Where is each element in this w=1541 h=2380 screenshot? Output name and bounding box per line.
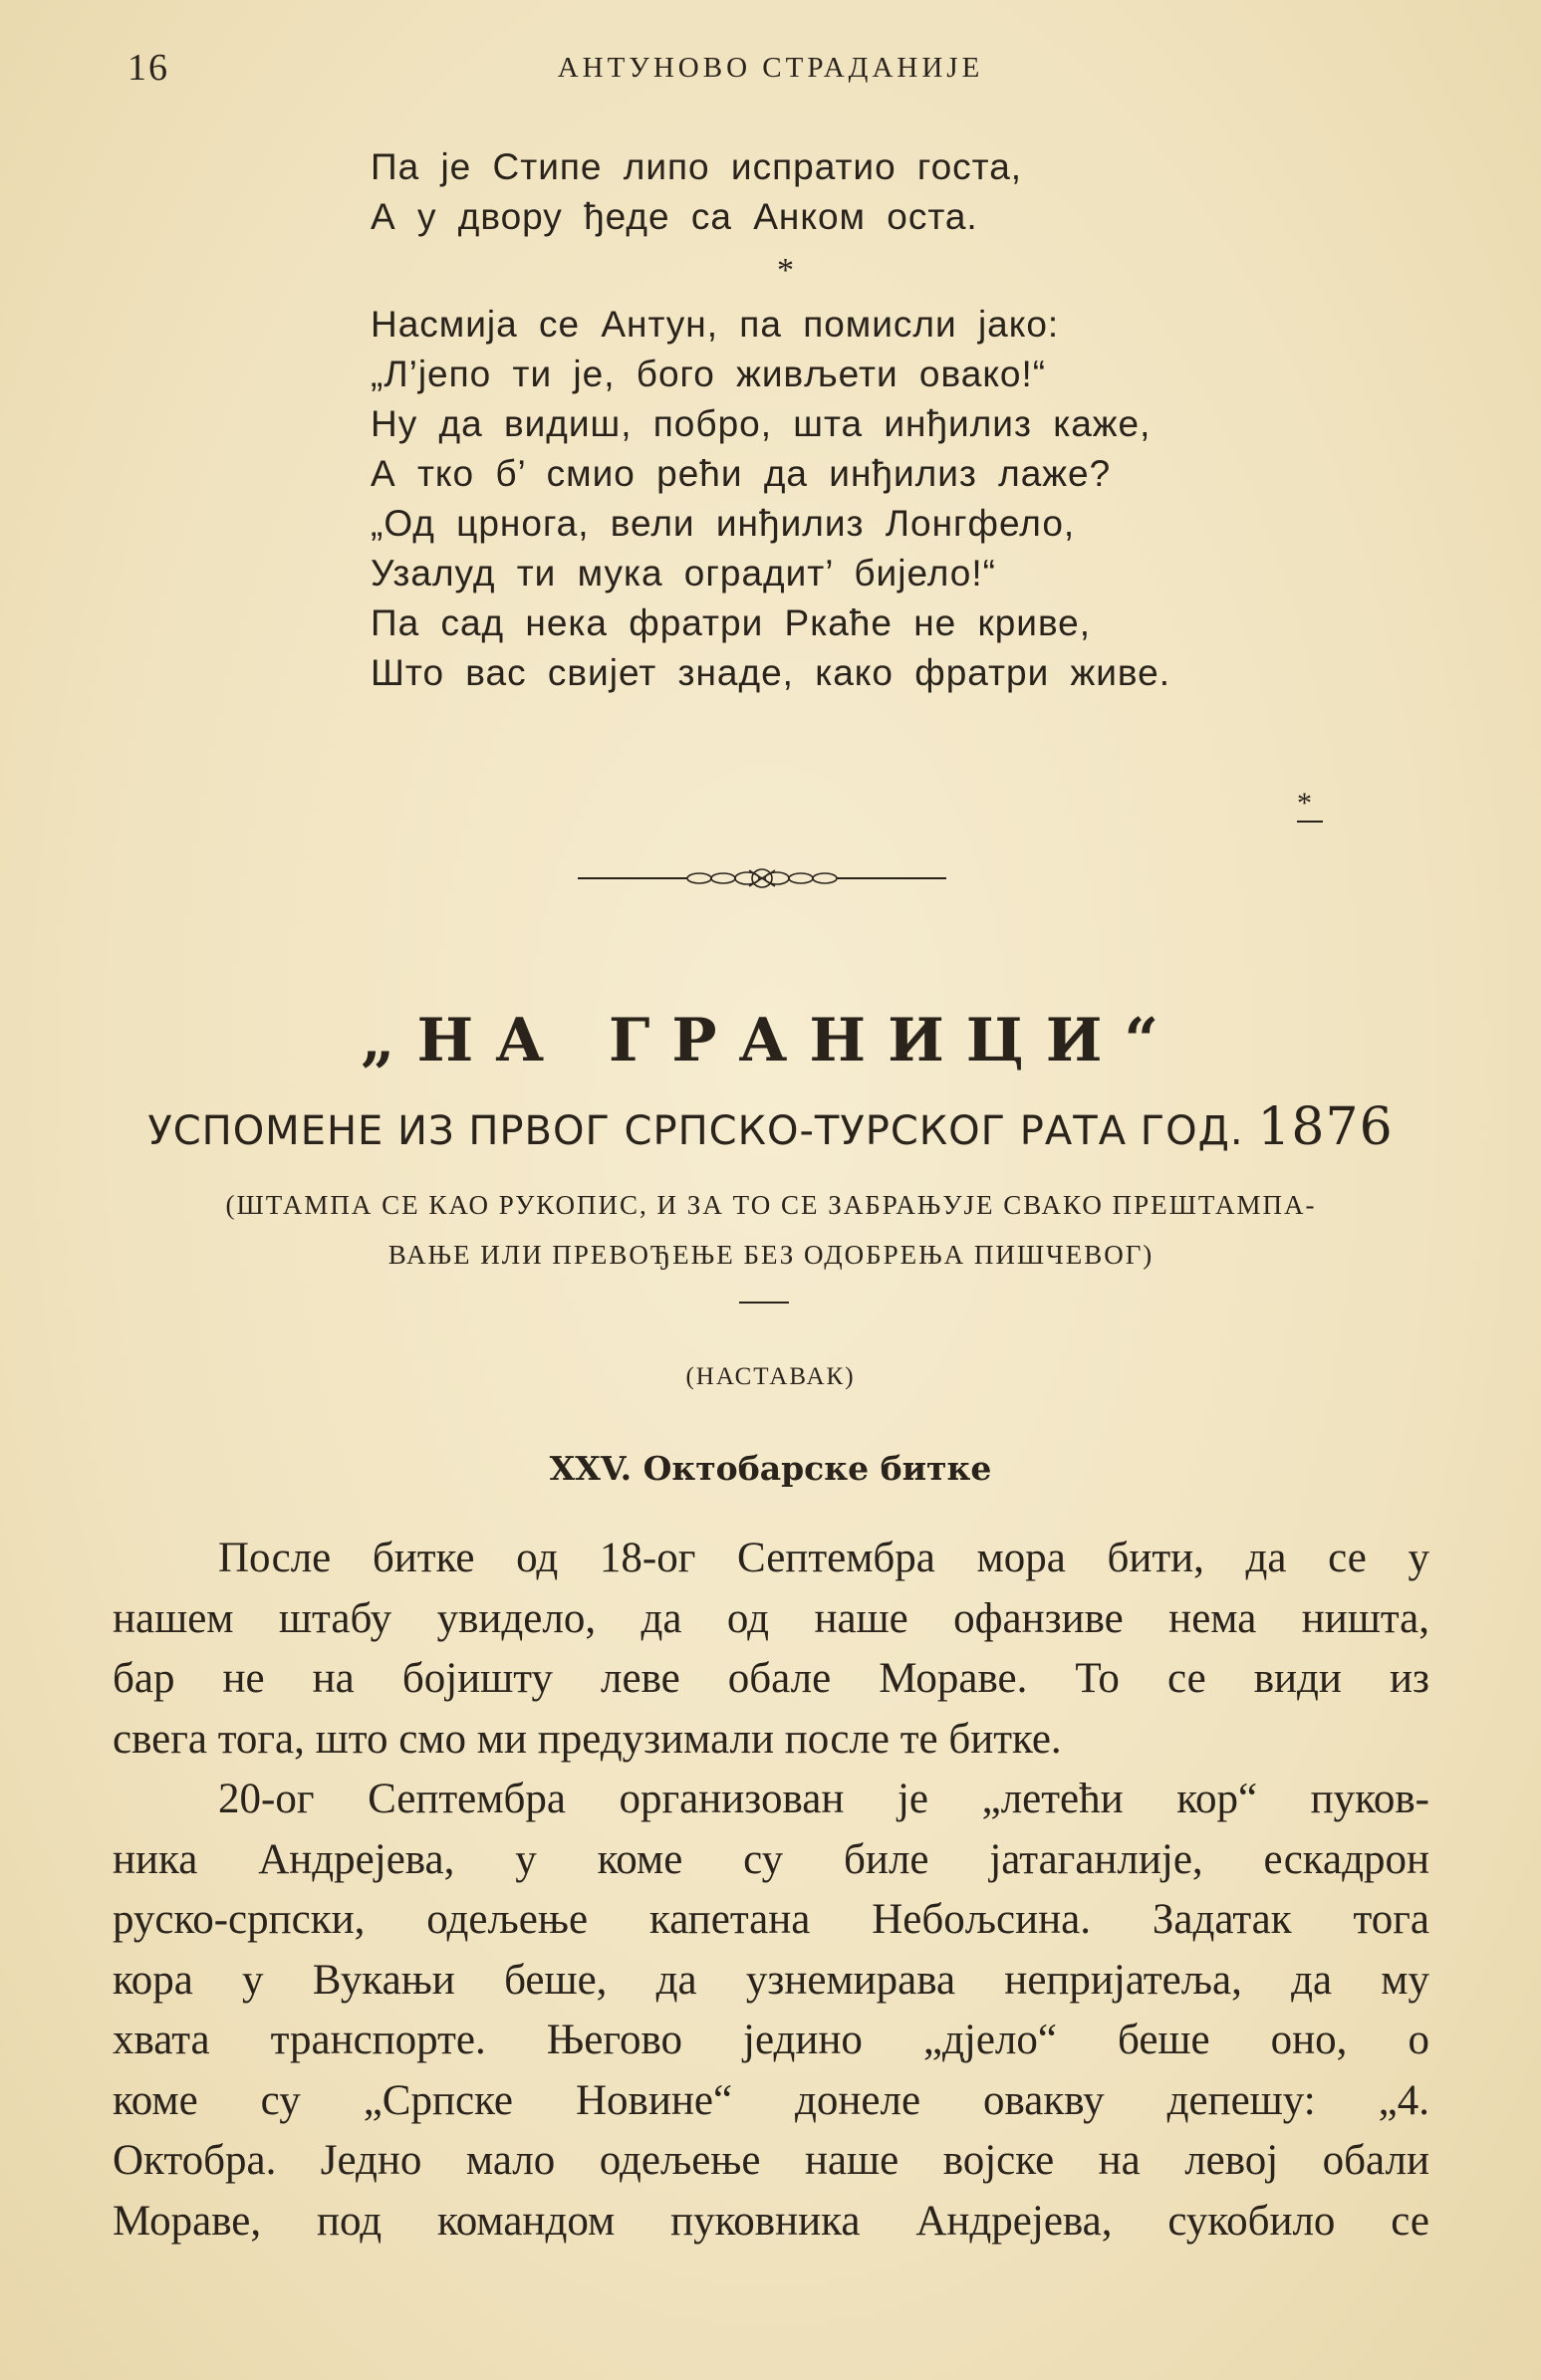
body-text xyxy=(113,1529,1429,2252)
continued-label: (НАСТАВАК) xyxy=(685,1363,856,1390)
subtitle-text: УСПОМЕНЕ ИЗ ПРВОГ СРПСКО-ТУРСКОГ РАТА ГОД. xyxy=(147,1108,1244,1154)
poem xyxy=(371,142,1267,698)
text-line: коме су „Српске Новине“ донеле овакву депешу: „4. xyxy=(113,2076,1429,2124)
poem-line: Па је Стипе липо испратио госта, xyxy=(371,146,1023,187)
poem-line: Што вас свијет знаде, како фратри живе. xyxy=(371,652,1171,693)
text-line: нашем штабу увидело, да од наше офанзиве нема ништа, xyxy=(113,1594,1429,1642)
ornamental-divider xyxy=(578,866,946,890)
text-line: После битке од 18-ог Септембра мора бити, да се у xyxy=(218,1535,1429,1581)
poem-line: „Л’јепо ти је, бого живљети овако!“ xyxy=(371,354,1047,394)
poem-line: Ну да видиш, побро, шта инђилиз каже, xyxy=(371,403,1152,444)
print-notice xyxy=(114,1180,1428,1280)
notice-line: (ШТАМПА СЕ КАО РУКОПИС, И ЗА ТО СЕ ЗАБРАЊУЈЕ СВАКО ПРЕШТАМПА- xyxy=(225,1190,1317,1220)
notice-line: ВАЊЕ ИЛИ ПРЕВОЂЕЊЕ БЕЗ ОДОБРЕЊА ПИШЧЕВОГ) xyxy=(387,1240,1155,1270)
text-line: хвата транспорте. Његово једино „дјело“ беше оно, о xyxy=(113,2017,1429,2063)
text-line: ника Андрејева, у коме су биле јатаганлије, ескадрон xyxy=(113,1835,1429,1883)
section-title: „НА ГРАНИЦИ“ xyxy=(361,1006,1180,1075)
running-title: АНТУНОВО СТРАДАНИЈЕ xyxy=(557,52,984,84)
text-line: Октобра. Једно мало одељење наше војске на левој обали xyxy=(113,2137,1429,2184)
poem-line: А тко б’ смио рећи да инђилиз лаже? xyxy=(371,453,1112,494)
chapter-heading: XXV. Октобарске битке xyxy=(549,1449,992,1488)
page-number: 16 xyxy=(128,47,169,89)
short-rule xyxy=(739,1302,789,1304)
poem-line: Насмија се Антун, па помисли јако: xyxy=(371,304,1060,345)
stanza-separator: * xyxy=(777,252,794,289)
subtitle-year: 1876 xyxy=(1257,1097,1394,1157)
text-line: 20-ог Септембра организован је „летећи кор“ пуков- xyxy=(218,1776,1429,1822)
text-line: свега тога, што смо ми предузимали после те битке. xyxy=(113,1715,1062,1763)
text-line: Мораве, под командом пуковника Андрејева, сукобило се xyxy=(113,2197,1429,2245)
text-line: кора у Вукањи беше, да узнемирава непријатеља, да му xyxy=(113,1956,1429,2004)
text-line: руско-српски, одељење капетана Небољсина. Задатак тога xyxy=(113,1896,1429,1943)
section-subtitle xyxy=(0,1097,1541,1157)
poem-line: Па сад нека фратри Ркаће не криве, xyxy=(371,602,1092,643)
poem-line: А у двору ђеде са Анком оста. xyxy=(371,196,978,237)
margin-asterisk: * xyxy=(1297,787,1312,820)
poem-line: Узалуд ти мука оградит’ бијело!“ xyxy=(371,553,996,594)
text-line: бар не на бојишту леве обале Мораве. То се види из xyxy=(113,1655,1429,1702)
poem-line: „Од црнога, вели инђилиз Лонгфело, xyxy=(371,503,1076,544)
